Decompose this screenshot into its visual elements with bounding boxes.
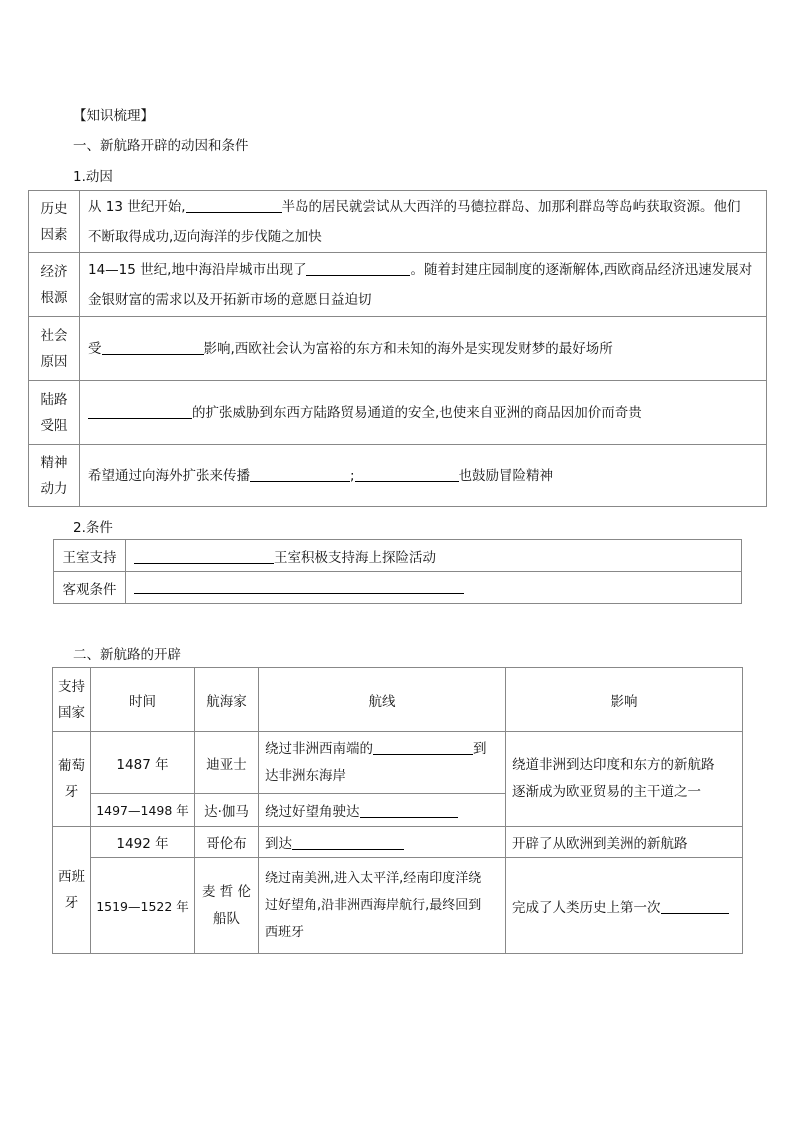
section1-title: 一、新航路开辟的动因和条件 <box>73 138 249 154</box>
row-content: 14—15 世纪,地中海沿岸城市出现了 。随着封建庄园制度的逐渐解体,西欧商品经济迅速发展对 金银财富的需求以及开拓新市场的意愿日益迫切 <box>80 253 767 317</box>
time-cell: 1492 年 <box>91 827 195 858</box>
row-label: 经济 根源 <box>29 253 80 317</box>
route-cell: 到达 <box>259 827 506 858</box>
navigator-cell: 哥伦布 <box>195 827 259 858</box>
table-row <box>54 572 742 604</box>
section2-title: 二、新航路的开辟 <box>73 647 181 663</box>
subheading-conditions: 2.条件 <box>73 520 113 536</box>
impact-cell: 完成了人类历史上第一次 <box>506 858 743 954</box>
row-label: 历史 因素 <box>29 191 80 253</box>
table-row <box>29 317 767 381</box>
fill-blank[interactable] <box>292 835 404 850</box>
row-content: 的扩张威胁到东西方陆路贸易通道的安全,也使来自亚洲的商品因加价而奇贵 <box>80 381 767 445</box>
fill-blank[interactable] <box>134 579 464 594</box>
time-cell: 1519—1522 年 <box>91 858 195 954</box>
fill-blank[interactable] <box>134 549 274 564</box>
impact-cell: 开辟了从欧洲到美洲的新航路 <box>506 827 743 858</box>
fill-blank[interactable] <box>186 198 282 213</box>
fill-blank[interactable] <box>88 404 192 419</box>
table-row <box>29 381 767 445</box>
condition-content <box>126 572 742 604</box>
condition-content: 王室积极支持海上探险活动 <box>126 540 742 572</box>
condition-label: 王室支持 <box>54 540 126 572</box>
row-label: 陆路 受阻 <box>29 381 80 445</box>
navigator-cell: 麦 哲 伦 船队 <box>195 858 259 954</box>
route-cell: 绕过非洲西南端的 到 达非洲东海岸 <box>259 732 506 794</box>
fill-blank[interactable] <box>661 899 729 914</box>
conditions-table <box>53 539 742 604</box>
header-impact: 影响 <box>506 668 743 732</box>
fill-blank[interactable] <box>102 340 204 355</box>
fill-blank[interactable] <box>373 740 473 755</box>
table-header-row <box>53 668 743 732</box>
table-row <box>54 540 742 572</box>
row-content: 希望通过向海外扩张来传播 ; 也鼓励冒险精神 <box>80 445 767 507</box>
table-row <box>53 827 743 858</box>
fill-blank[interactable] <box>306 261 410 276</box>
motives-table <box>28 190 767 507</box>
country-cell: 葡萄 牙 <box>53 732 91 827</box>
table-row <box>29 253 767 317</box>
fill-blank[interactable] <box>355 467 459 482</box>
row-content: 从 13 世纪开始, 半岛的居民就尝试从大西洋的马德拉群岛、加那利群岛等岛屿获取资源。他们 不断取得成功,迈向海洋的步伐随之加快 <box>80 191 767 253</box>
table-row <box>53 732 743 794</box>
time-cell: 1487 年 <box>91 732 195 794</box>
fill-blank[interactable] <box>360 803 458 818</box>
subheading-motives: 1.动因 <box>73 169 113 185</box>
table-row <box>53 858 743 954</box>
row-content: 受 影响,西欧社会认为富裕的东方和未知的海外是实现发财梦的最好场所 <box>80 317 767 381</box>
header-country: 支持 国家 <box>53 668 91 732</box>
table-row <box>29 191 767 253</box>
header-route: 航线 <box>259 668 506 732</box>
table-row <box>29 445 767 507</box>
row-label: 社会 原因 <box>29 317 80 381</box>
heading-knowledge: 【知识梳理】 <box>73 108 154 124</box>
time-cell: 1497—1498 年 <box>91 794 195 827</box>
row-label: 精神 动力 <box>29 445 80 507</box>
routes-table <box>52 667 743 954</box>
condition-label: 客观条件 <box>54 572 126 604</box>
route-cell: 绕过好望角驶达 <box>259 794 506 827</box>
navigator-cell: 达·伽马 <box>195 794 259 827</box>
country-cell: 西班 牙 <box>53 827 91 954</box>
header-time: 时间 <box>91 668 195 732</box>
fill-blank[interactable] <box>250 467 350 482</box>
impact-cell: 绕道非洲到达印度和东方的新航路 逐渐成为欧亚贸易的主干道之一 <box>506 732 743 827</box>
route-cell: 绕过南美洲,进入太平洋,经南印度洋绕 过好望角,沿非洲西海岸航行,最终回到 西班牙 <box>259 858 506 954</box>
header-navigator: 航海家 <box>195 668 259 732</box>
navigator-cell: 迪亚士 <box>195 732 259 794</box>
